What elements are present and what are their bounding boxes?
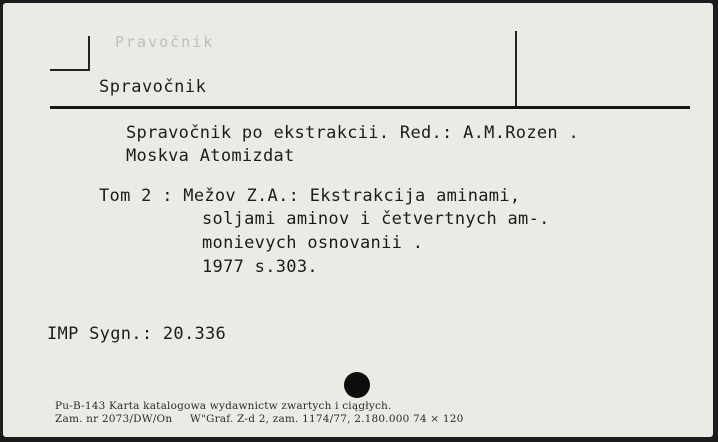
corner-mark-horizontal [50,69,90,71]
catalog-card [3,3,713,437]
punch-hole [344,372,370,398]
title-line: Spravočnik po ekstrakcii. Red.: A.M.Rozen . [126,123,579,143]
footer-line-2: Zam. nr 2073/DW/On W"Graf. Z-d 2, zam. 1174/77, 2.180.000 74 × 120 [55,413,464,425]
volume-line-1: Tom 2 : Mežov Z.A.: Ekstrakcija aminami, [99,186,521,206]
corner-mark-vertical [88,36,90,70]
volume-line-2: soljami aminov i četvertnych am-. [202,209,550,229]
publisher-line: Moskva Atomizdat [126,146,295,166]
faded-heading-text: Pravočnik [115,33,215,51]
footer-line-1: Pu-B-143 Karta katalogowa wydawnictw zwartych i ciągłych. [55,400,392,412]
signature-line: IMP Sygn.: 20.336 [47,324,227,344]
heading-rule [50,106,690,109]
volume-line-4: 1977 s.303. [202,257,318,277]
column-divider [515,31,517,109]
card-heading: Spravočnik [99,77,207,97]
volume-line-3: monievych osnovanii . [202,233,424,253]
